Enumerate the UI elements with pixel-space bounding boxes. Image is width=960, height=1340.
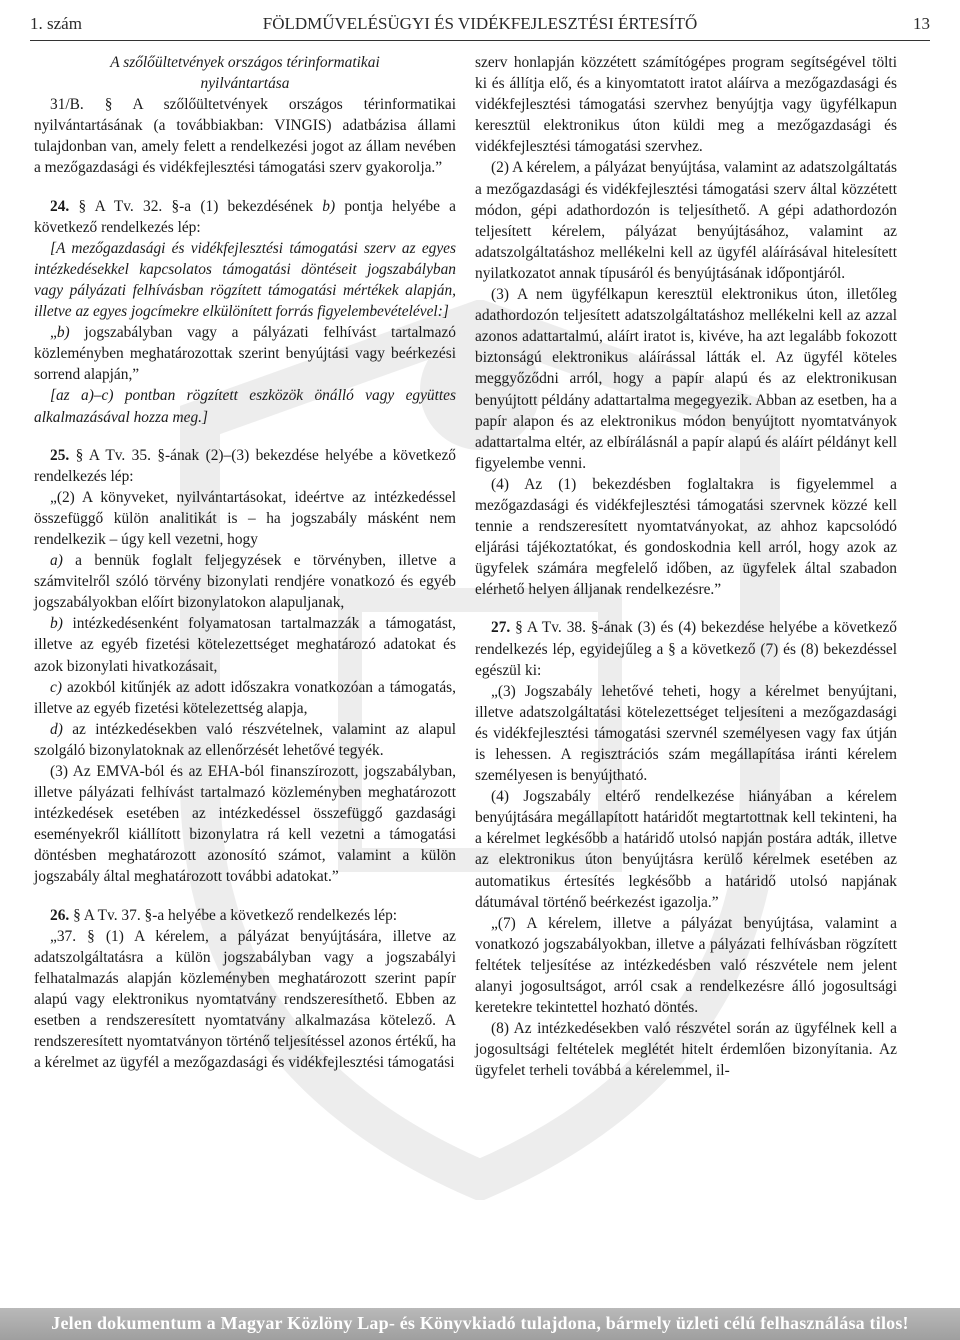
- section-25-heading: [34, 445, 456, 487]
- page-number: 13: [913, 14, 930, 33]
- section-25-para-3: (3) Az EMVA-ból és az EHA-ból finanszírozott, jogszabályban, illetve pályázati felhívást tartalmazó közleményben meghatározott intézkedések esetében az intézkedéssel összefüggő gazdasági eseményekről kiállított bizonylatra rá kell vezetni a támogatási döntésben meghatározott azonosító számot, valamint a külön jogszabály által meghatározott további adatokat.”: [34, 763, 456, 886]
- point-b-text: jogszabályban vagy a pályázati felhívást tartalmazó közleményben meghatározottak szerint benyújtási vagy beérkezési sorrend alapján,”: [34, 324, 456, 384]
- header-rule: [30, 40, 930, 41]
- point-b-label: b): [56, 324, 70, 342]
- section-25-number: 25.: [50, 446, 70, 464]
- paragraph-3: (3) A nem ügyfélkapun keresztül elektronikus úton, illetőleg adathordozón teljesített adatszolgáltatáshoz mellékelni kell az azzal azonos adattartalmú, aláírt iratot is, kivéve, ha azt legalább fokozott biztonságú elektronikus aláírással látták el. Az ügyfél köteles meggyőződni arról, hogy a papír alapú és az elektronikusan benyújtott példány adattartalma megegyezik. Abban az esetben, ha a papír alapon és az elektronikus módon benyújtott nyomtatványok adattartalma eltér, az elbírálásnál a papír alapú és aláírt példányt kell figyelembe venni.: [475, 286, 897, 472]
- section-25-para-2: „(2) A könyveket, nyilvántartásokat, ideértve az intézkedéssel összefüggő külön analitikát is – ha jogszabály másként nem rendelkezik – úgy kell vezetni, hogy: [34, 488, 456, 548]
- section-27-para-7: „(7) A kérelem, illetve a pályázat benyújtása, valamint a vonatkozó jogszabályokban, illetve a pályázati felhívásban rögzített feltétek teljesítése az intézkedésben való részvétele nem jelent alanyi jogosultságot, arról csak a rendelkezésre álló jogosultsági keretekre tekintettel hozható döntés.: [475, 914, 897, 1017]
- section-25-point-a: [34, 550, 456, 613]
- publication-title: FÖLDMŰVELÉSÜGYI ÉS VIDÉKFEJLESZTÉSI ÉRTESÍTŐ: [262, 14, 698, 33]
- right-column: [475, 52, 897, 1082]
- section-24-closing: [az a)–c) pontban rögzített eszközök önálló vagy együttes alkalmazásával hozza meg.]: [34, 387, 456, 426]
- point-c-label: c): [50, 678, 62, 696]
- section-27-para-3: „(3) Jogszabály lehetővé teheti, hogy a kérelmet benyújtani, illetve adatszolgáltatási kötelezettséget teljesíteni a mezőgazdasági és vidékfejlesztési támogatási szervnél személyesen vagy fax útján is lehessen. A regisztrációs szám megállapítása iránti kérelem személyesen is benyújtható.: [475, 682, 897, 785]
- section-title-line-2: nyilvántartása: [200, 75, 290, 93]
- continued-paragraph: szerv honlapján közzétett számítógépes program segítségével tölti ki és állítja elő, és a kinyomtatott iratot aláírva a mezőgazdasági és vidékfejlesztési támogatási szervhez benyújtja vagy ügyfélkapun keresztül elektronikus úton küldi meg a mezőgazdasági és vidékfejlesztési támogatási szervhez.: [475, 54, 897, 156]
- section-27-heading: [475, 617, 897, 680]
- section-25-point-b: [34, 613, 456, 676]
- section-24-heading: [34, 196, 456, 238]
- point-d-label: d): [50, 720, 63, 738]
- section-24-point-b: [34, 322, 456, 385]
- copyright-banner: [0, 1308, 960, 1340]
- section-24-number: 24.: [50, 197, 70, 215]
- section-25-text: § A Tv. 35. §-ának (2)–(3) bekezdése helyébe a következő rendelkezés lép:: [34, 446, 456, 485]
- paragraph-4: (4) Az (1) bekezdésben foglaltakra is figyelemmel a mezőgazdasági és vidékfejlesztési támogatási szervnek közzé kell tennie a rendszeresített nyomtatványokat, az ahhoz kapcsolódó eljárási tájékoztatókat, és gondoskodnia kell arról, hogy azok az ügyfelek számára megfelelő időben, az ügyfelek által szabadon elérhető helyen álljanak rendelkezésre.”: [475, 475, 897, 599]
- point-b-label: b): [50, 615, 63, 633]
- page-header: [30, 14, 930, 40]
- left-column: [34, 52, 456, 1073]
- section-25-point-c: [34, 677, 456, 719]
- section-26-para: „37. § (1) A kérelem, a pályázat benyújtására, illetve az adatszolgáltatásra a külön jogszabályban vagy a jogszabályi felhatalmazás alapján közleményben meghatározott szerint papír alapú vagy elektronikus nyomtatvány rendszeresíthető. Ebben az esetben a rendszeresített nyomtatvány alkalmazása kötelező. A rendszeresített nyomtatványon történő teljesítéssel azonos értékű, ha a kérelmet az ügyfél a mezőgazdasági és vidékfejlesztési támogatási: [34, 927, 456, 1072]
- section-title-line-1: A szőlőültetvények országos térinformatikai: [110, 54, 380, 71]
- point-d-text: az intézkedésekben való részvételnek, valamint az alapul szolgáló bizonylatoknak az ellenőrzését lehetővé tegyék.: [34, 720, 456, 759]
- section-27-number: 27.: [491, 619, 511, 637]
- point-b-text: intézkedésenként folyamatosan tartalmazzák a támogatást, illetve az egyéb fizetési kötelezettséget meghatározó adatokat és azok bizonylati hivatkozásait,: [34, 615, 456, 675]
- section-25-point-d: [34, 719, 456, 761]
- section-27-para-8: (8) Az intézkedésekben való részvétel során az ügyfélnek kell a jogosultsági feltételek meglétét hitelt érdemlően bizonyítania. Az ügyfelet terheli továbbá a kérelemmel, il-: [475, 1020, 897, 1080]
- paragraph-2: (2) A kérelem, a pályázat benyújtása, valamint az adatszolgáltatás a mezőgazdasági és vidékfejlesztési támogatási szerv által közzétett módon, gépi adathordozón is teljesíthető. A gépi adathordozón teljesített kérelem, pályázat benyújtásához, valamint az adatszolgáltatáshoz mellékelni kell az ügyfél aláírásával hitelesített nyilatkozatot annak típusáról és benyújtásának időpontjáról.: [475, 159, 897, 282]
- section-24-context: [A mezőgazdasági és vidékfejlesztési támogatási szerv az egyes intézkedésekkel kapcsolatos támogatási döntéseit jogszabályban vagy pályázati felhívásban rögzített támogatási mértékek alapján, illetve az egyes jogcímekre elkülönített forrás figyelembevételével:]: [34, 239, 456, 321]
- section-26-heading: [34, 905, 456, 926]
- section-26-text: § A Tv. 37. §-a helyébe a következő rendelkezés lép:: [73, 906, 398, 924]
- paragraph-31b: 31/B. § A szőlőültetvények országos térinformatikai nyilvántartásának (a továbbiakban: VINGIS) adatbázisa állami tulajdonban van, amely felett a rendelkezési jogot az állam nevében a mezőgazdasági és vidékfejlesztési támogatási szerv gyakorolja.”: [34, 96, 456, 177]
- opening-quote: „: [50, 324, 57, 342]
- point-a-text: a bennük foglalt feljegyzések e törvényben, illetve a számvitelről szóló törvény bizonylati rendjére vonatkozó és egyéb jogszabályokban előírt bizonylatokon alapuljanak,: [34, 552, 456, 612]
- point-c-text: azokból kitűnjék az adott időszakra vonatkozóan a támogatás, illetve az egyéb fizetési kötelezettség alapja,: [34, 678, 456, 717]
- point-a-label: a): [50, 552, 63, 570]
- issue-number: 1. szám: [30, 14, 82, 33]
- copyright-notice: Jelen dokumentum a Magyar Közlöny Lap- és Könyvkiadó tulajdona, bármely üzleti célú felhasználása tilos!: [51, 1313, 909, 1333]
- section-24-text: § A Tv. 32. §-a (1) bekezdésének: [78, 197, 314, 215]
- section-24-tail: pontja helyébe a következő rendelkezés lép:: [34, 197, 456, 236]
- section-27-text: § A Tv. 38. §-ának (3) és (4) bekezdése helyébe a következő rendelkezés lép, egyidejűleg a § a következő (7) és (8) bekezdéssel egészül ki:: [475, 619, 897, 679]
- section-24-point-label: b): [322, 197, 336, 215]
- section-26-number: 26.: [50, 906, 70, 924]
- section-27-para-4: (4) Jogszabály eltérő rendelkezése hiányában a kérelem benyújtására megállapított határidőt megtartottnak kell tekinteni, ha a kérelmet legkésőbb a határidő utolsó napján postára adták, illetve az elektronikus úton benyújtásra kerülő kérelmek esetében az automatikus értesítés legkésőbb a határidő utolsó napjának dátumával történő beérkezést igazolja.”: [475, 788, 897, 911]
